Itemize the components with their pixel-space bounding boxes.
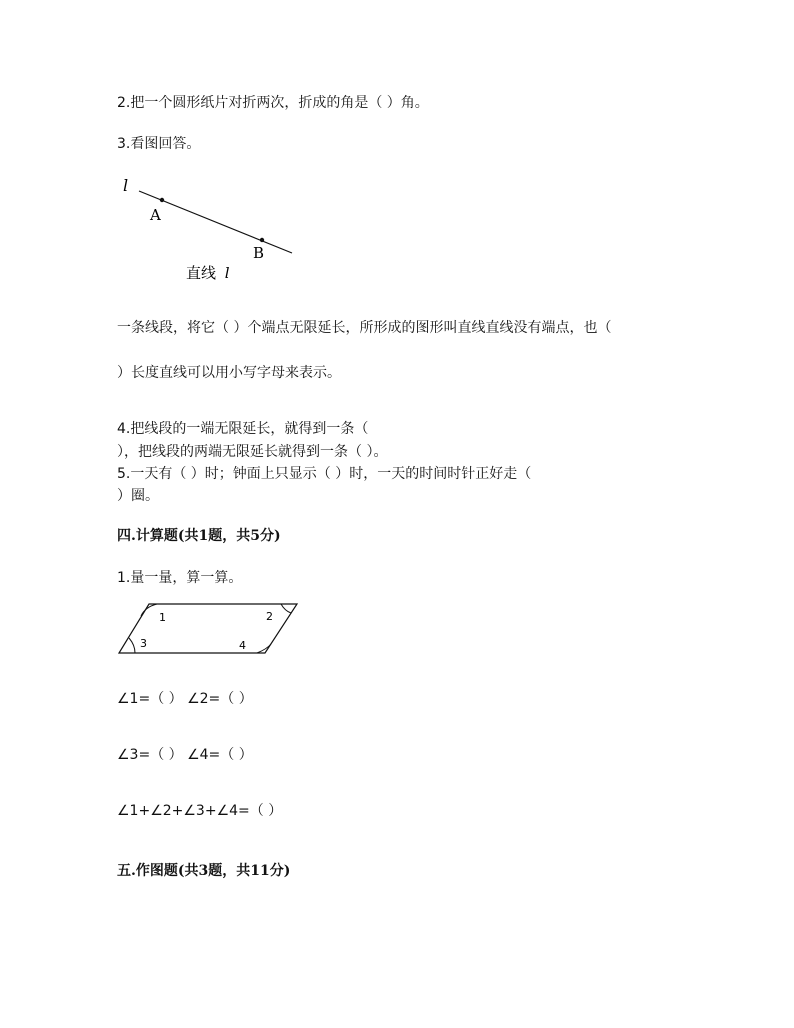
angle-arc-4: [257, 644, 271, 653]
answer-row-2: ∠3=（ ） ∠4=（ ）: [117, 747, 253, 763]
section-5-title: 五.作图题(共3题，共11分): [117, 863, 291, 879]
calc-question-1: 1.量一量，算一算。: [117, 570, 243, 586]
question-5-line-1: 5.一天有（ ）时；钟面上只显示（ ）时，一天的时间时针正好走（: [117, 466, 532, 482]
question-3-prompt: 3.看图回答。: [117, 136, 201, 152]
angle-arc-2: [281, 604, 291, 613]
point-a-dot: [160, 198, 164, 202]
line-figure: [117, 172, 317, 282]
label-b: B: [253, 244, 265, 262]
angle-label-1: 1: [159, 611, 166, 624]
question-4-line-2: ），把线段的两端无限延长就得到一条（ ）。: [117, 444, 388, 460]
question-3-text-2: ）长度直线可以用小写字母来表示。: [117, 365, 341, 381]
caption-line: [186, 264, 230, 282]
angle-label-2: 2: [266, 610, 273, 623]
label-a: A: [150, 206, 161, 224]
caption-var: l: [224, 264, 230, 282]
label-l: l: [123, 176, 129, 195]
angle-arc-3: [129, 638, 135, 653]
question-5-line-2: ）圈。: [117, 488, 159, 504]
point-b-dot: [260, 238, 264, 242]
answer-row-3: ∠1+∠2+∠3+∠4=（ ）: [117, 803, 283, 819]
angle-label-3: 3: [140, 637, 147, 650]
section-4-title: 四.计算题(共1题，共5分): [117, 528, 281, 544]
caption-text: 直线: [186, 264, 217, 282]
parallelogram-figure: [117, 600, 307, 660]
answer-row-1: ∠1=（ ） ∠2=（ ）: [117, 691, 253, 707]
question-2: 2.把一个圆形纸片对折两次，折成的角是（ ）角。: [117, 95, 429, 111]
question-4-line-1: 4.把线段的一端无限延长，就得到一条（: [117, 421, 369, 437]
angle-label-4: 4: [239, 639, 246, 652]
question-3-text-1: 一条线段，将它（ ）个端点无限延长，所形成的图形叫直线直线没有端点，也（: [117, 320, 612, 336]
